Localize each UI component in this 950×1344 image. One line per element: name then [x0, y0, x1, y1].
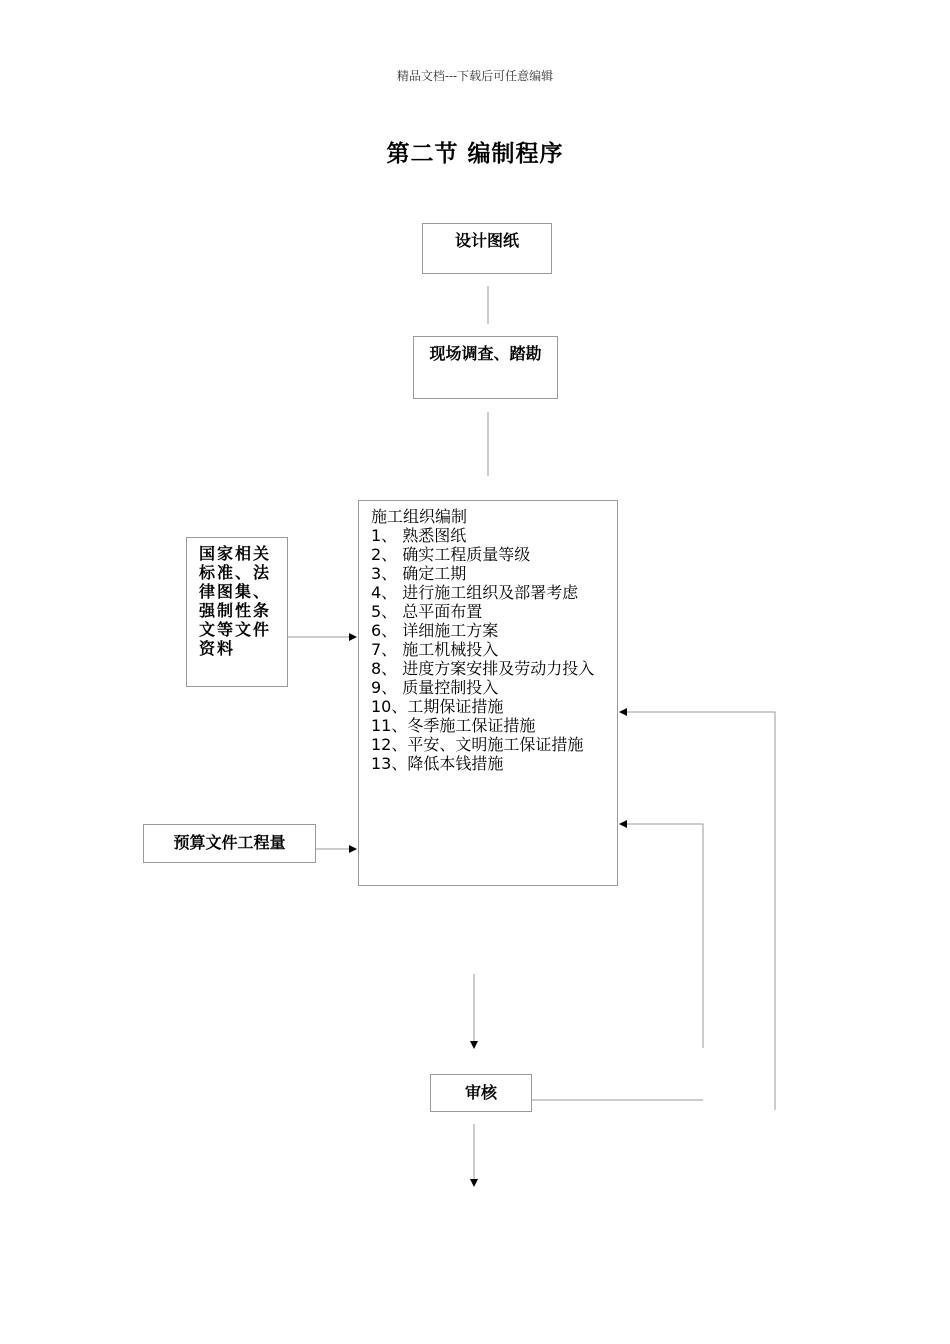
box-design-drawings: [422, 223, 552, 274]
page-title: 第二节 编制程序: [386, 141, 564, 167]
step-item: 8、 进度方案安排及劳动力投入: [371, 659, 595, 678]
feedback-arrow-outer: [620, 712, 775, 1110]
step-item: 2、 确实工程质量等级: [371, 545, 531, 564]
step-item: 1、 熟悉图纸: [371, 526, 467, 545]
step-item: 5、 总平面布置: [371, 602, 483, 621]
main-box-title: 施工组织编制: [371, 507, 468, 526]
header-note: 精品文档---下载后可任意编辑: [396, 69, 554, 83]
box-standards: [186, 537, 288, 687]
step-list: [371, 526, 617, 773]
step-item: 7、 施工机械投入: [371, 640, 499, 659]
design-drawings-label: 设计图纸: [454, 231, 519, 250]
box-budget: [143, 824, 316, 863]
box-site-survey: [413, 336, 558, 399]
step-item: 9、 质量控制投入: [371, 678, 499, 697]
step-item: 13、降低本钱措施: [371, 754, 504, 773]
step-item: 3、 确定工期: [371, 564, 467, 583]
standards-label: 国家相关标准、法律图集、强制性条文等文件资料: [199, 544, 272, 658]
step-item: 12、平安、文明施工保证措施: [371, 735, 584, 754]
step-item: 6、 详细施工方案: [371, 621, 499, 640]
budget-label: 预算文件工程量: [173, 833, 286, 852]
site-survey-label: 现场调查、踏勘: [429, 344, 542, 363]
feedback-arrow-inner: [620, 824, 703, 1048]
box-construction-organization: [358, 500, 618, 886]
box-review: [430, 1074, 532, 1112]
review-label: 审核: [464, 1083, 497, 1102]
step-item: 10、工期保证措施: [371, 697, 504, 716]
step-item: 4、 进行施工组织及部署考虑: [371, 583, 579, 602]
step-item: 11、冬季施工保证措施: [371, 716, 536, 735]
